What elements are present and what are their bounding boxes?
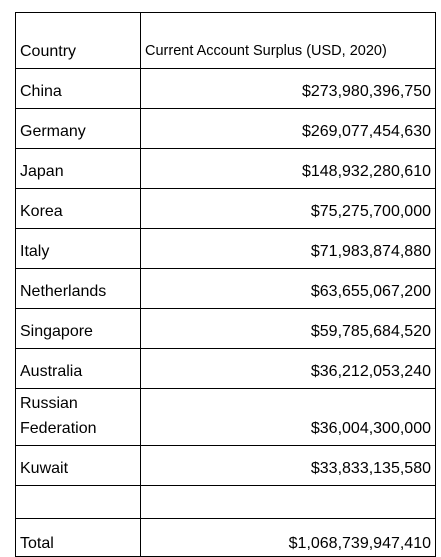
country-cell: Korea [16, 189, 141, 229]
table-row [16, 109, 436, 149]
surplus-cell: $63,655,067,200 [141, 269, 436, 309]
table-header-row [16, 13, 436, 69]
country-cell: Germany [16, 109, 141, 149]
table-row [16, 189, 436, 229]
total-row [16, 519, 436, 557]
country-cell: Singapore [16, 309, 141, 349]
total-label: Total [16, 519, 141, 557]
empty-cell [16, 486, 141, 519]
country-cell: Kuwait [16, 446, 141, 486]
country-cell: Italy [16, 229, 141, 269]
surplus-cell: $36,212,053,240 [141, 349, 436, 389]
surplus-table [15, 12, 436, 557]
surplus-cell: $148,932,280,610 [141, 149, 436, 189]
table-row [16, 446, 436, 486]
table-row [16, 309, 436, 349]
country-cell: Netherlands [16, 269, 141, 309]
table-row [16, 149, 436, 189]
country-cell: China [16, 69, 141, 109]
surplus-cell: $33,833,135,580 [141, 446, 436, 486]
table-row [16, 389, 436, 446]
total-value: $1,068,739,947,410 [141, 519, 436, 557]
country-cell: Russian Federation [16, 389, 141, 446]
empty-cell [141, 486, 436, 519]
country-cell: Australia [16, 349, 141, 389]
table-row [16, 349, 436, 389]
surplus-cell: $59,785,684,520 [141, 309, 436, 349]
header-country: Country [16, 13, 141, 69]
surplus-cell: $75,275,700,000 [141, 189, 436, 229]
surplus-cell: $36,004,300,000 [141, 389, 436, 446]
surplus-cell: $71,983,874,880 [141, 229, 436, 269]
empty-row [16, 486, 436, 519]
surplus-cell: $273,980,396,750 [141, 69, 436, 109]
header-surplus: Current Account Surplus (USD, 2020) [141, 13, 436, 69]
surplus-cell: $269,077,454,630 [141, 109, 436, 149]
table-row [16, 69, 436, 109]
table-row [16, 229, 436, 269]
country-cell: Japan [16, 149, 141, 189]
table-row [16, 269, 436, 309]
